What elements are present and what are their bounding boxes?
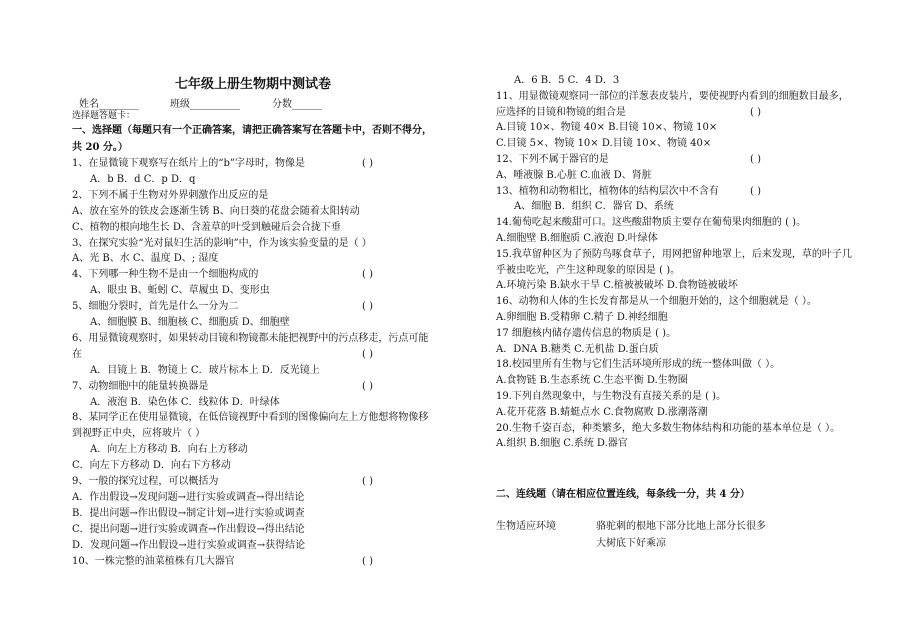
- answer-paren: ( ): [362, 158, 373, 169]
- question-line: A、放在室外的铁皮会逐渐生锈 B、向日葵的花盘会随着太阳转动: [72, 205, 360, 217]
- question-line: 5、细胞分裂时，首先是什么一分为二: [72, 301, 239, 313]
- question-line: A、细胞 B．组织 C．器官 D、系统: [514, 201, 674, 213]
- question-line: 16、动物和人体的生长发育都是从一个细胞开始的，这个细胞就是（ ）。: [496, 296, 817, 308]
- question-line: A、眼虫 B、蚯蚓 C、草履虫 D、变形虫: [90, 285, 270, 297]
- question-line: A、细胞膜 B、细胞核 C、细胞质 D、细胞壁: [90, 317, 290, 328]
- section1-heading: 一、选择题（每题只有一个正确答案，请把正确答案写在答题卡中，否则不得分，: [72, 125, 432, 136]
- question-line: 8、某同学正在使用显微镜，在低倍镜视野中看到的图像偏向左上方他想将物像移: [72, 412, 429, 424]
- question-line: 4、下列哪一种生物不是由一个细胞构成的: [72, 269, 259, 281]
- question-line: 12、下列不属于器官的是: [496, 154, 609, 165]
- name-field: 姓名________: [79, 99, 139, 110]
- answer-paren: ( ): [362, 301, 373, 313]
- section1-heading-cont: 共 20 分。）: [72, 142, 128, 153]
- question-line: A.细胞壁 B.细胞质 C.液泡 D.叶绿体: [496, 233, 658, 244]
- answer-paren: ( ): [362, 348, 373, 360]
- question-line: A、光 B、水 C、温度 D、; 湿度: [72, 253, 219, 265]
- question-line: A．向左上方移动 B．向右上方移动: [90, 444, 248, 456]
- question-line: A.组织 B.细胞 C.系统 D.器官: [496, 438, 628, 450]
- match-right-item-2: 大树底下好乘凉: [596, 538, 666, 549]
- question-line: C、植物的根向地生长 D、含羞草的叶受到触碰后会合拢下垂: [72, 221, 341, 233]
- question-line: 3、在探究实验“光对鼠妇生活的影响”中，作为该实验变量的是（ ）: [72, 237, 372, 249]
- question-line: A.卵细胞 B.受精卵 C.精子 D.神经细胞: [496, 312, 668, 323]
- question-line: 到视野正中央，应将玻片（ ）: [72, 428, 206, 440]
- question-line: 乎被虫吃光，产生这种现象的原因是 ( )。: [496, 264, 681, 276]
- question-line: 14.葡萄吃起来酸甜可口。这些酸甜物质主要存在葡萄果肉细胞的 ( )。: [496, 217, 807, 229]
- question-line: 19.下列自然现象中，与生物没有直接关系的是 ( )。: [496, 391, 727, 402]
- question-line: 6、用显微镜观察时，如果转动目镜和物镜都未能把视野中的污点移走，污点可能: [72, 332, 429, 344]
- question-line: A.食物链 B.生态系统 C.生态平衡 D.生物圈: [496, 375, 688, 387]
- answer-paren: ( ): [750, 185, 761, 197]
- question-line: 在: [72, 348, 82, 360]
- answer-paren: ( ): [750, 106, 761, 118]
- answer-paren: ( ): [750, 154, 761, 165]
- question-line: A．6 B．5 C．4 D．3: [514, 75, 620, 86]
- question-line: 15.我草留种区为了预防鸟啄食草子，用网把留种地罩上，后来发现，草的叶子几: [496, 248, 852, 260]
- question-line: 13、植物和动物相比，植物体的结构层次中不含有: [496, 185, 719, 197]
- match-right-item-1: 骆驼刺的根地下部分比地上部分长很多: [596, 521, 766, 532]
- question-line: 1、在显微镜下观察写在纸片上的“b”字母时，物像是: [72, 158, 305, 169]
- score-field: 分数______: [272, 99, 322, 110]
- answer-card-label: 选择题答题卡：: [72, 111, 136, 121]
- question-line: A.花开花落 B.蜻蜓点水 C.食物腐败 D.涨潮落潮: [496, 406, 708, 418]
- question-line: B．提出问题→作出假设→制定计划→进行实验或调查: [72, 507, 305, 519]
- question-line: C.目镜 5×、物镜 10× D.目镜 10×、物镜 40×: [496, 138, 712, 150]
- class-field: 班级__________: [170, 99, 240, 110]
- question-line: 应选择的目镜和物镜的组合是: [496, 106, 626, 118]
- question-line: A．液泡 B．染色体 C．线粒体 D．叶绿体: [90, 396, 280, 408]
- question-line: A.目镜 10×、物镜 40× B.目镜 10×、物镜 10×: [496, 122, 718, 134]
- question-line: A．DNA B.糖类 C.无机盐 D.蛋白质: [496, 343, 659, 355]
- answer-paren: ( ): [362, 476, 373, 487]
- question-line: D．发现问题→作出假设→进行实验或调查→获得结论: [72, 539, 306, 551]
- question-line: 17 细胞核内储存遗传信息的物质是 ( )。: [496, 327, 677, 339]
- question-line: A.环境污染 B.缺水干旱 C.植被被破坏 D.食物链被破坏: [496, 280, 738, 292]
- question-line: A．目镜上 B．物镜上 C．玻片标本上 D．反光镜上: [90, 364, 320, 376]
- right-column: [460, 0, 920, 637]
- answer-paren: ( ): [362, 380, 373, 392]
- question-line: 9、一般的探究过程，可以概括为: [72, 476, 219, 487]
- question-line: 7、动物细胞中的能量转换器是: [72, 380, 209, 392]
- question-line: 11、用显微镜观察同一部位的洋葱表皮装片，要使视野内看到的细胞数目最多，: [496, 90, 849, 102]
- question-line: 10、一株完整的油菜植株有几大器官: [72, 555, 235, 567]
- question-line: A、唾液腺 B.心脏 C.血液 D、肾脏: [496, 169, 652, 181]
- question-line: 18.校园里所有生物与它们生活环境所形成的统一整体叫做（ ）。: [496, 359, 781, 371]
- question-line: A．b B．d C．p D．q: [90, 173, 196, 185]
- answer-paren: ( ): [362, 269, 373, 281]
- question-line: 2、下列不属于生物对外界刺激作出反应的是: [72, 189, 269, 201]
- question-line: 20.生物千姿百态，种类繁多，绝大多数生物体结构和功能的基本单位是（ ）。: [496, 422, 841, 434]
- question-line: C．向左下方移动 D．向右下方移动: [72, 460, 231, 472]
- section2-heading: 二、连线题（请在相应位置连线，每条线一分，共 4 分）: [496, 489, 750, 500]
- page-title: 七年级上册生物期中测试卷: [175, 77, 332, 92]
- question-line: C．提出问题→进行实验或调查→作出假设→得出结论: [72, 523, 305, 535]
- match-left-item: 生物适应环境: [496, 521, 556, 532]
- question-line: A．作出假设→发现问题→进行实验或调查→得出结论: [72, 491, 305, 503]
- answer-paren: ( ): [362, 555, 373, 567]
